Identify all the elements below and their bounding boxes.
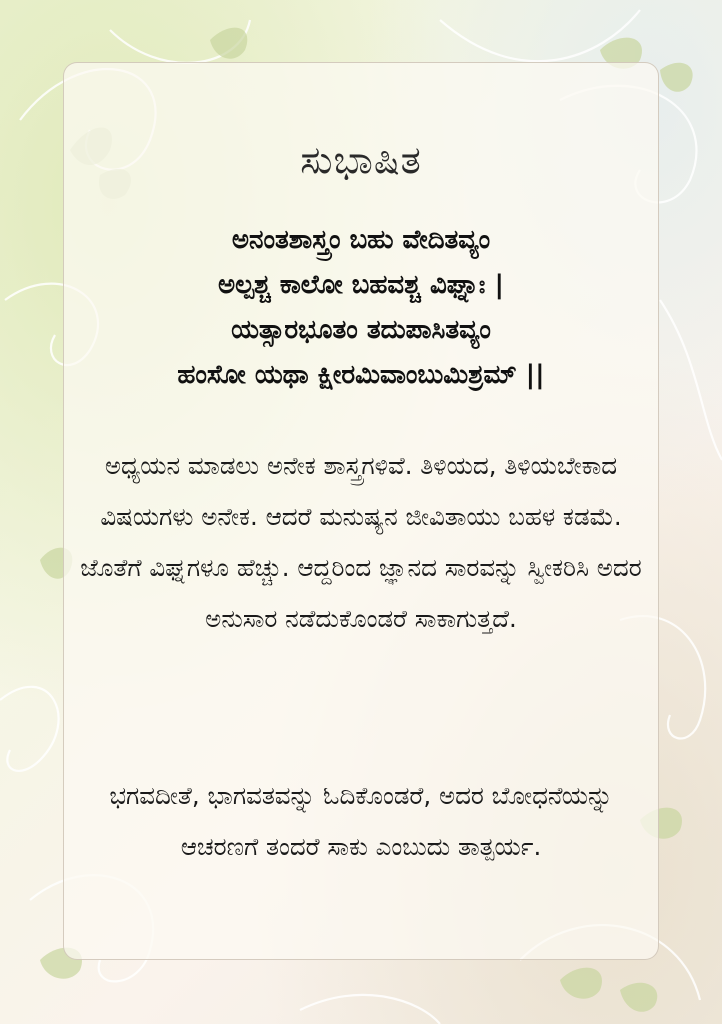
page-title: ಸುಭಾಷಿತ [300,138,422,182]
shloka-verse [40,218,682,398]
shloka-line: ಅನಂತಶಾಸ್ತ್ರಂ ಬಹು ವೇದಿತವ್ಯಂ [231,225,491,255]
shloka-line: ಹಂಸೋ ಯಥಾ ಕ್ಷೀರಮಿವಾಂಬುಮಿಶ್ರಮ್ || [177,360,545,390]
explanation-paragraph: ಭಗವದೀತೆ, ಭಾಗವತವನ್ನು ಓದಿಕೊಂಡರೆ, ಅದರ ಬೋಧನೆಯನ್ನು ಆಚರಣಗೆ ತಂದರೆ ಸಾಕು ಎಂಬುದು ತಾತ್ಪರ್ಯ. [109,781,613,861]
shloka-line: ಯತ್ಸಾರಭೂತಂ ತದುಪಾಸಿತವ್ಯಂ [231,315,491,345]
shloka-line: ಅಲ್ಪಶ್ಚ ಕಾಲೋ ಬಹವಶ್ಚ ವಿಘ್ನಾಃ | [218,270,504,300]
explanation-paragraph: ಅಧ್ಯಯನ ಮಾಡಲು ಅನೇಕ ಶಾಸ್ತ್ರಗಳಿವೆ. ತಿಳಿಯದ, ತಿಳಿಯಬೇಕಾದ ವಿಷಯಗಳು ಅನೇಕ. ಆದರೆ ಮನುಷ್ಯನ ಜೀವಿತಾಯು ಬಹಳ ಕಡಮೆ. ಜೊತೆಗೆ ವಿಘ್ನಗಳೂ ಹೆಚ್ಚು. ಆದ್ದರಿಂದ ಜ್ಞಾನದ ಸಾರವನ್ನು ಸ್ವೀಕರಿಸಿ ಅದರ ಅನುಸಾರ ನಡೆದುಕೊಂಡರೆ ಸಾಕಾಗುತ್ತದೆ. [80,451,642,633]
